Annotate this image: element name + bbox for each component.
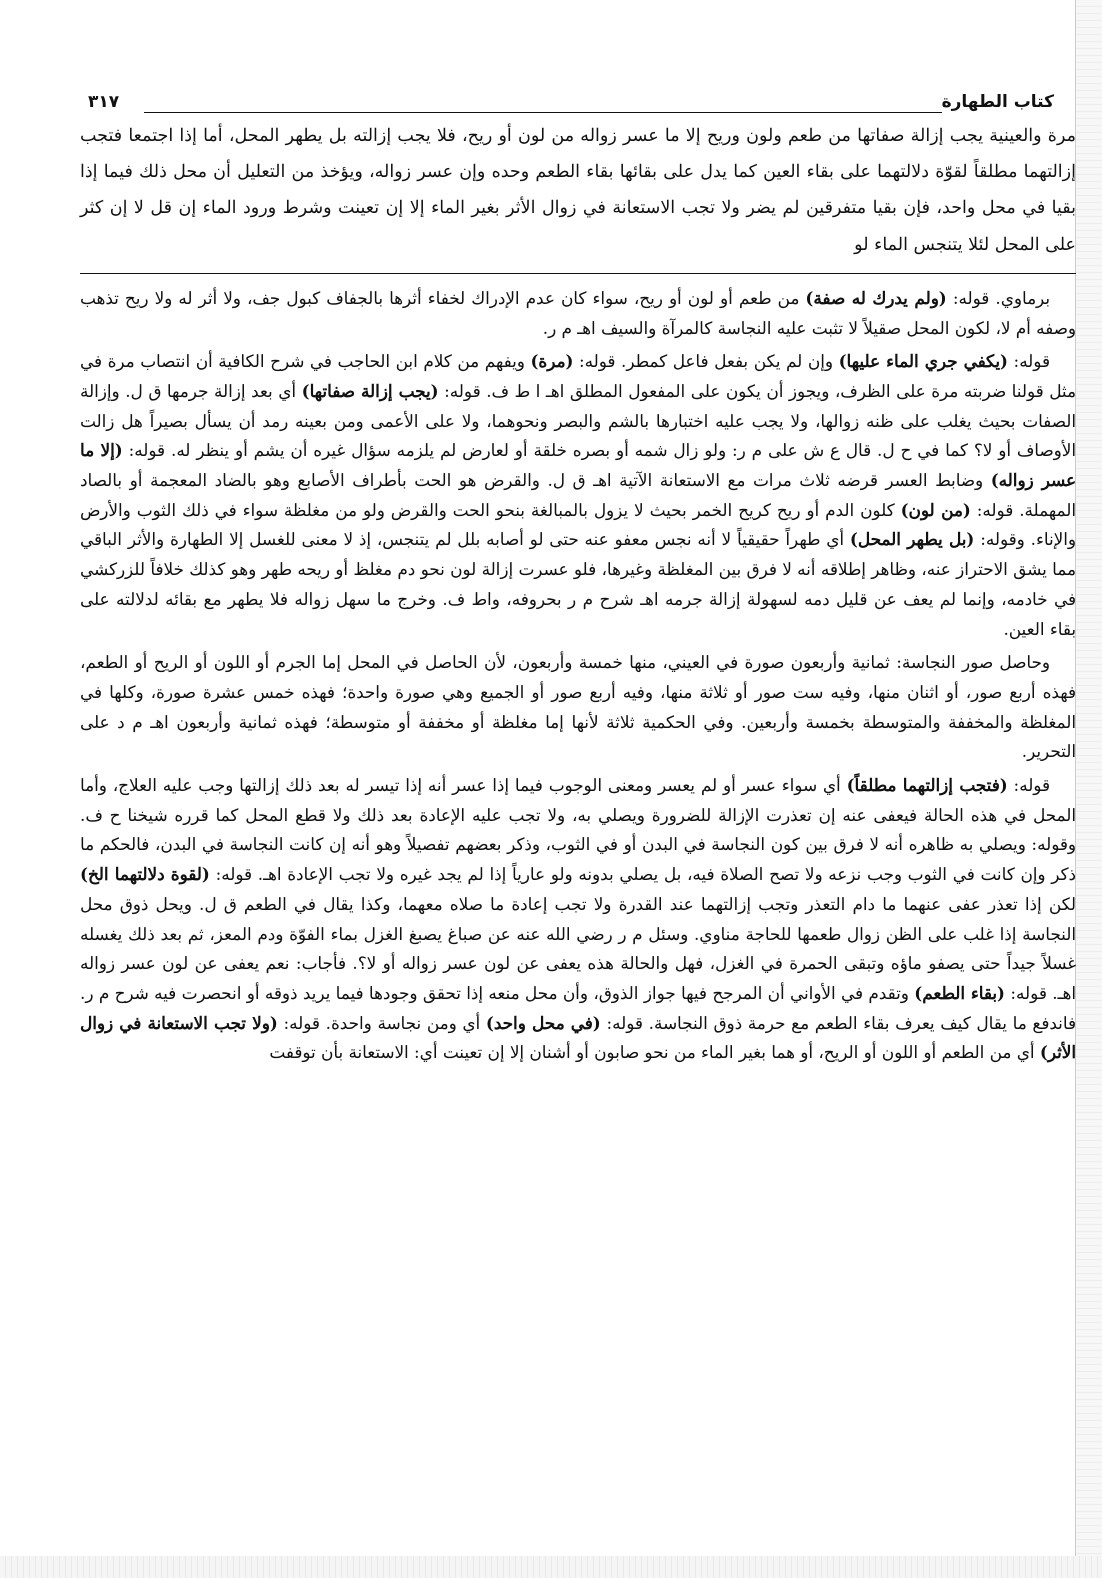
text-run: أي بعد إزالة جرمها ق ل. وإزالة الصفات بحيث يغلب على ظنه زوالها، ولا يجب عليه اختبارها بالشم والبصر ونحوهما، ولا على الأعمى ومن بعينه رمد أن يسأل بصيراً هل زالت الأوصاف أو لا؟ كما في ح ل. قال ع ش على م ر: ولو زال شمه أو بصره خلقة أو لعارض لم يلزمه سؤال غيره أن يشم أو ينظر له. قوله:: [80, 380, 1076, 461]
text-run: كلون الدم أو ريح كريح الخمر بحيث لا يزول بالمبالغة بنحو الحت والقرض ولو من مغلظة سواء في ذلك الثوب والأرض والإناء. وقوله:: [80, 499, 1076, 550]
quoted-term: (ولم يدرك له صفة): [805, 287, 947, 308]
quoted-term: (بقاء الطعم): [914, 982, 1006, 1003]
text-run: برماوي. قوله:: [946, 287, 1050, 308]
quoted-term: (يكفي جري الماء عليها): [838, 351, 1008, 372]
text-run: وإن لم يكن بفعل فاعل كمطر. قوله:: [573, 351, 839, 372]
running-header: [80, 92, 1102, 116]
text-run: وضابط العسر قرضه ثلاث مرات مع الاستعانة الآتية اهـ ق ل. والقرض هو الحت بأطراف الأصابع وهو بالضاد المعجمة أو بالصاد المهملة. قوله:: [80, 470, 1076, 520]
commentary: [80, 284, 1076, 1068]
quoted-term: (في محل واحد): [485, 1012, 601, 1033]
book-page: [80, 84, 1102, 1578]
page-body: [80, 118, 1076, 1068]
commentary-paragraph-3: [80, 648, 1076, 767]
text-run: وتقدم في الأواني أن المرجح فيها جواز الذوق، وأن محل منعه إذا تحقق وجودها فيما يريد ذوقه أو انحصرت فيه شرح م ر. فاندفع ما يقال كيف يعرف بقاء الطعم مع حرمة ذوق النجاسة. قوله:: [80, 982, 1076, 1033]
text-run: ويفهم من كلام ابن الحاجب في شرح الكافية أن انتصاب مرة في مثل قولنا ضربته مرة على الظرف، ويجوز أن يكون على المفعول المطلق اهـ ا ط ف. قوله:: [80, 351, 1076, 401]
quoted-term: (ولا تجب الاستعانة في زوال الأثر): [80, 1012, 1076, 1063]
text-run: وحاصل صور النجاسة: ثمانية وأربعون صورة في العيني، منها خمسة وأربعون، لأن الحاصل في المحل إما الجرم أو اللون أو الريح أو الطعم، فهذه أربع صور، أو اثنان منها، وفيه ست صور أو ثلاثة منها، وفيه أربع صور أو الجميع وهي صورة واحدة؛ فهذه خمس عشرة صورة، وكلها في المغلظة والمخففة والمتوسطة بخمسة وأربعين. وفي الحكمية ثلاثة لأنها إما مغلظة أو مخففة أو متوسطة؛ فهذه ثمانية وأربعون اهـ م د على التحرير.: [80, 652, 1076, 762]
text-run: قوله:: [1007, 775, 1050, 796]
quoted-term: (فتجب إزالتهما مطلقاً): [846, 775, 1008, 796]
text-run: أي ومن نجاسة واحدة. قوله:: [277, 1012, 486, 1033]
header-rule: [144, 112, 942, 113]
quoted-term: (مرة): [530, 351, 574, 372]
page-number: ٣١٧: [88, 92, 120, 112]
chapter-title: كتاب الطهارة: [941, 92, 1054, 112]
text-run: أي من الطعم أو اللون أو الريح، أو هما بغير الماء من نحو صابون أو أشنان إلا إن تعينت أي: الاستعانة بأن توقفت: [269, 1042, 1040, 1063]
commentary-paragraph-4: [80, 771, 1076, 1068]
quoted-term: (إلا ما عسر زواله): [80, 440, 1076, 491]
text-run: لكن إذا تعذر عفى عنهما ما دام التعذر وتجب إزالتهما عند القدرة ولا تجب إعادة ما صلاه معهما، وكذا يقال في الطعم ق ل. ويحل ذوق محل النجاسة إذا غلب على الظن زوال طعمها للحاجة مناوي. وسئل م ر رضي الله عنه عن صباغ يصبغ الغزل بماء الفوّة ودم المعز، ثم بعد ذلك يغسله غسلاً جيداً حتى يصفو ماؤه وتبقى الحمرة في الغزل، فهل والحالة هذه يعفى عن لون عسر زواله أو لا؟. فأجاب: نعم يعفى عن لون عسر زواله اهـ. قوله:: [80, 893, 1076, 1003]
commentary-divider: [80, 273, 1076, 274]
text-run: أي طهراً حقيقياً لا أنه نجس معفو عنه حتى لو أصابه بلل لم يتنجس، إذ لا معنى للغسل إلا الطهارة والأثر الباقي مما يشق الاحتراز عنه، وظاهر إطلاقه أنه لا فرق بين المغلظة وغيرها، فلو عسرت إزالة لون نحو دم مغلظ أو ريحه طهر وهو كذلك خلافاً للزركشي في خادمه، وإنما لم يعف عن قليل دمه لسهولة إزالة جرمه اهـ شرح م ر بحروفه، واط ف. وخرج ما سهل زواله فلا يطهر مع بقائه لدلالته على بقاء العين.: [80, 529, 1076, 639]
quoted-term: (يجب إزالة صفاتها): [301, 380, 439, 401]
text-run: أي سواء عسر أو لم يعسر ومعنى الوجوب فيما إذا عسر أنه إذا تيسر له بعد ذلك إزالتها وجب عليه العلاج، وأما المحل في هذه الحالة فيعفى عنه إن تعذرت الإزالة للضرورة ويصلي به، ولا تجب عليه الإعادة بعد ذلك ولا قطع المحل كما قرره شيخنا ح ف. وقوله: ويصلي به ظاهره أنه لا فرق بين كون النجاسة في البدن أو في الثوب، وذكر بعضهم تفصيلاً وهو أنه إن كانت النجاسة في البدن، فالحكم ما ذكر وإن كانت في الثوب وجب نزعه ولا تصح الصلاة فيه، بل يصلي بدونه ولو عارياً إذا لم يجد غيره ولا تجب الإعادة اهـ. قوله:: [80, 775, 1076, 885]
text-run: من طعم أو لون أو ريح، سواء كان عدم الإدراك لخفاء أثرها بالجفاف كبول جف، ولا أثر له ولا ريح تذهب وصفه أم لا، لكون المحل صقيلاً لا تثبت عليه النجاسة كالمرآة والسيف اهـ م ر.: [80, 287, 1076, 338]
quoted-term: (لقوة دلالتهما الخ): [80, 864, 210, 885]
main-text: مرة والعينية يجب إزالة صفاتها من طعم ولون وريح إلا ما عسر زواله من لون أو ريح، فلا يجب إزالته بل يطهر المحل، أما إذا اجتمعا فتجب إزالتهما مطلقاً لقوّة دلالتهما على بقاء العين كما يدل على بقائها بقاء الطعم وحده وإن عسر زواله، ويؤخذ من التعليل أن محل ذلك فيما إذا بقيا في محل واحد، فإن بقيا متفرقين لم يضر ولا تجب الاستعانة في زوال الأثر بغير الماء إلا إن تعينت وشرط ورود الماء إن قل لا إن كثر على المحل لئلا يتنجس الماء لو: [80, 126, 1076, 255]
commentary-paragraph-1: [80, 284, 1076, 343]
text-run: قوله:: [1007, 351, 1050, 372]
quoted-term: (من لون): [900, 499, 971, 520]
commentary-paragraph-2: [80, 347, 1076, 644]
quoted-term: (بل يطهر المحل): [849, 529, 975, 550]
